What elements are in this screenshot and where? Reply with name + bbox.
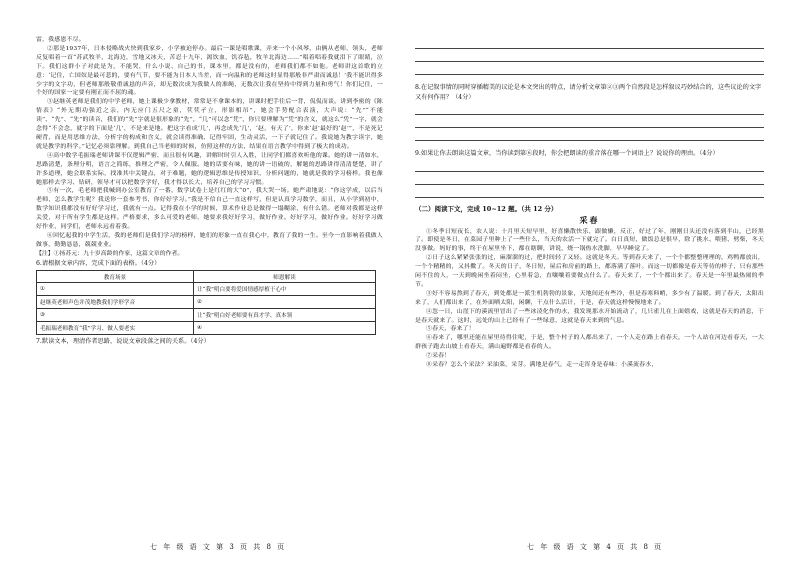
answer-line[interactable]: [415, 128, 764, 141]
table-cell[interactable]: ②: [194, 296, 376, 309]
paragraph: ⑤有一次，毛老师把我喊到办公室教育了一番，数学试卷上是红红的大“0”，我大哭一场。她严肃地说：“你这学成，以后当老师，怎么教学生呢？我送你一套参考书，你好好学习。”我是不信自己一直这样写，但是认真学习数学，而且，从小学到初中，数学知识我都没有好好学习过，我就有一点。记得我在小学的时候，算术作业总是做得一塌糊涂，有什么错。老师对我都是这样关爱，对于所有学生都是这样。严格要求，多么可爱的老师，她要求我好好学习，做好作业。好好学习，做好作业。好好学习做好作业，同学们，老师永远看着我。: [36, 188, 383, 231]
table-header-cell: 教育场景: [37, 271, 194, 283]
answer-line[interactable]: [415, 185, 764, 198]
answer-line[interactable]: [415, 62, 764, 75]
annotation-note: 【注】①扬苏元：九十岁高龄的作家，这篇文章的作者。: [36, 250, 184, 257]
answer-line[interactable]: [415, 115, 764, 128]
table-header-row: [37, 271, 376, 283]
question-6: 6.请根据文章内容，完成下面的表格。（4分）: [36, 259, 161, 267]
paragraph: ④高中数学毛振瑞老师讲课不仅逻辑严密，而且很有风趣，讲解时时引人入胜，让同学们都喜欢听他的课。她的讲一清如水，思路清楚，条理分明，语言之简练，推理之严密，令人佩服。她的话要有味，她的讲一语破的，解题的思路讲得清清楚楚，讲了许多道理，她会联系实际，找准其中关键点，对于难题，她的逻辑思维是传授知识、分析问题的，她就是我的学习榜样。我也像她那样去学习、钻研，领导才可以把数学学好，我才得以长大，培养自己的学习习惯。: [36, 152, 383, 186]
table-row: [37, 283, 376, 296]
section-heading: （二）阅读下文，完成 10~12 题。（共 12 分）: [415, 204, 558, 213]
table-header-cell: 师恩解读: [194, 271, 376, 283]
table-row: [37, 309, 376, 322]
table-row: [37, 322, 376, 335]
answer-line[interactable]: [415, 102, 764, 115]
table-cell: 让“我”明白好老师要有真才学、真本领: [194, 309, 376, 322]
question-8: 8.在记叙事情的同时穿插精美的议论是本文突出的特点，请分析文章第②③两个自然段是怎样叙议巧妙结合的，这些议论的文字又有何作用？（4分）: [415, 84, 762, 101]
paragraph: ②日子这么紧紧张张的过，麻溜溜的过，把时间轻了又轻。这就是冬天。等到春天来了，一个个都整整理理的，鸡鸭都放出，一个个精精的，又抖擞了。冬天的日子，冬日短，屋后和房前的路上，都落满了落叶。而这一切都像是春天等待的样子，只有那些闲不住的人，一天到晚闲坐着闷坐，心里着急，直嚷嚷着要做点什么了。春天来了，一个个都出来了。春天是一年里最热闹的季节。: [415, 255, 764, 288]
right-passage: [415, 228, 764, 371]
question-7: 7.默读文本，理清作者思路，说说文章段落之间的关系。（4分）: [36, 338, 210, 346]
answer-table: [36, 270, 376, 335]
paragraph: ②那是1937年，日本侵略战火快到我家乡，小学被迫停办。最后一课是唱歌课，弄来一个小风琴，由俩从老师，领头，老师反复唱着一首“苏武牧羊，北海边，雪地又冰天，苦忍十九年，渴饮血，饥吞毡，牧羊北海边……”唱着唱着我就泪下了眼睛，泣下。我们这群小子对此是为，不能哭，什么小说、自己的书，课本里，都是没有的，老师我们都不如他。老师讲这首歌的立意：‘记住，亡国奴是最可悲的，要有气节，要不能为日本人当差，而一向温和的老师这时显得那般非严肃而诚恳！’我不能识得多少字的文字功，但老师那般敬重诚恳的声音，却无数次成为我做人的准绳，无数次让我在坚持中得到力量和勇气！你们记住，一个好的国家一定要有刚正而不屈的魂。: [36, 45, 383, 97]
table-cell: 赵继英老师声色并茂地教我们学形学音: [37, 296, 194, 309]
table-cell[interactable]: ③: [37, 309, 194, 322]
paragraph: ⑧采春？怎么个采法？采油菜，采芽。满地是春气，走一走浑身是春味：小溪流春水，: [426, 362, 658, 369]
table-row: [37, 296, 376, 309]
paragraph: ⑤春天，春来了！: [426, 326, 475, 333]
left-passage: [36, 36, 383, 250]
paragraph: ⑦采春！: [426, 353, 451, 360]
answer-line[interactable]: [415, 49, 764, 62]
table-cell[interactable]: ①: [37, 283, 194, 296]
answer-line[interactable]: [415, 159, 764, 172]
paragraph: 雷，我感恩不尽。: [36, 37, 85, 43]
table-cell: 毛振瑞老师教育“我”学习、做人要老实: [37, 322, 194, 335]
question-9: 9.如果让你去朗读这篇文章，当你读到第⑥段时，你会把朗读的重音落在哪一个词语上？说说你的理由。（4分）: [415, 150, 719, 157]
paragraph: ③赵继英老师是我们的中学老师，她上课极少拿教材，常常是不拿课本的，讲课时把手往后一背，侃侃而谈。讲到李密的《陈情表》“外无期功强近之亲，内无应门五尺之童，茕茕孑立，形影相吊”，她会手势配合表演，大声说：“先”“不能读”、“先”、“先”的读音，我们的“先”字就是很形象的“先”，“几”可以念“凭”，你只要理解为“凭”的含义，就这么“凭”一字，就会念得“不会念，就字的下面是‘几’，不是来是地。把这字看成‘几’，再念成先‘几’，‘赵，有天了’，你来‘赵’最好的‘赵’”，不是死记硬背，而是用思维方法，分析字的构成和含义，就会读得准确、记得牢固，生动灵活，一下子就记住了。我说她为教字读字，她就是教学的科学。”记忆必须靠理解。到我自己当老师的时候，仿照这样的方法，结果在语言教学中得到了极大的成功。: [36, 99, 383, 150]
paragraph: ⑥回忆起我的中学生活，我的老师们是我们学习的榜样，她们的形象一直在我心中，教育了我的一生。至今一直影响着我做人做事，勤勤恳恳，兢兢业业。: [36, 232, 383, 248]
page-footer-right: 七 年 级 语 文 第 4 页 共 8 页: [527, 543, 664, 551]
page-footer-left: 七 年 级 语 文 第 3 页 共 8 页: [150, 543, 287, 551]
answer-line[interactable]: [415, 36, 764, 49]
article-title: 采春: [579, 214, 600, 225]
paragraph: ③好不容易熬到了春天，到处都是一派生机勃勃的景象，天地间还有些冷，但是春寒料峭，多少有了温暖。到了春天，太阳出来了，人们都出来了，在外面晒太阳，闲聊，干点什么活计，于是，春天就这样慢慢地来了。: [415, 290, 764, 306]
paragraph: ④忽一日，山崖下的溪流里冒出了一些冰凌化作的水，我发现那水开始流动了，几只雀儿在上面嬉戏，这就是春天的消息，于是春天就来了。这时，远处的山上已经有了一些绿意，这就是春天来到的气息。: [415, 308, 764, 324]
right-page: [397, 0, 794, 562]
paragraph: ①冬季日短夜长，农人说：十月里天短早里，好喜懒散快乐，跟做懒，反正，好过了年，刚刚日头还没有落到半山，已经黑了。即使是冬日，在菜园子里种上了一些什么，当天的农活一下就完了。白日真短，做饭总是很早，除了挑水、喂猪、劈柴，冬天没事做。妈好的事，终于在屋里坐下，都在瞎聊，讲说，烧一锅热水洗脚，早早睡觉了。: [415, 228, 764, 253]
table-cell[interactable]: ④: [194, 322, 376, 335]
answer-line[interactable]: [415, 172, 764, 185]
table-cell: 让“我”明白要将爱国情感厚植于心中: [194, 283, 376, 296]
paragraph: ⑥春来了，哪里还能在屋里待得住呢，于是，整个村子的人都出来了，一个人走在路上看春天，一个人站在河边看春天，一大群孩子跑去山坡上看春天，满山遍野都是看春的人。: [415, 335, 764, 351]
